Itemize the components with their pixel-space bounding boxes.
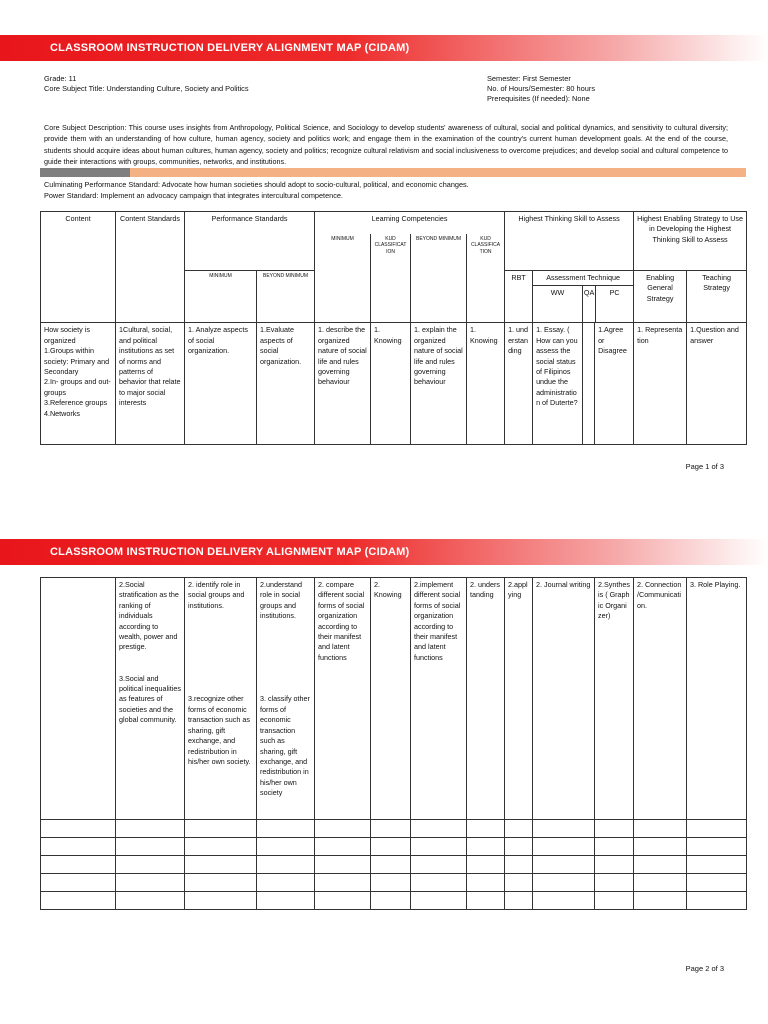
cell-lc-min-kud: 1. Knowing — [371, 323, 411, 445]
cell-content: How society is organized 1.Groups within society: Primary and Secondary 2.In- groups and out- groups 3.Reference groups 4.Networks — [41, 323, 116, 445]
header-lc-kud-1: KUD CLASSIFICATION — [371, 234, 411, 323]
divider-grey — [40, 168, 130, 177]
header-rbt: RBT — [505, 271, 533, 323]
empty-row — [41, 874, 747, 892]
cell-lc-beyond: 2.implement different social forms of social organization according to their manifest and latent functions — [411, 578, 467, 820]
cell-lc-beyond-kud: 2. understanding — [467, 578, 505, 820]
cell-pc: 1.Agree or Disagree — [595, 323, 634, 445]
page-number-2: Page 2 of 3 — [685, 964, 724, 973]
table-row — [41, 578, 747, 820]
header-ww: WW — [533, 286, 583, 322]
table-row — [41, 323, 747, 445]
cell-lc-beyond-kud: 1. Knowing — [467, 323, 505, 445]
cidam-banner: CLASSROOM INSTRUCTION DELIVERY ALIGNMENT MAP (CIDAM) — [0, 35, 768, 61]
header-content: Content — [41, 212, 116, 323]
empty-row — [41, 820, 747, 838]
header-perf-beyond: BEYOND MINIMUM — [257, 271, 315, 323]
grade-label: Grade: 11 — [44, 74, 77, 83]
header-learning-competencies: Learning Competencies — [315, 212, 505, 234]
cell-perf-min: 2. identify role in social groups and institutions. 3.recognize other forms of economic transaction such as sharing, gift exchange, and redistribution in his/her own society. — [185, 578, 257, 820]
cell-rbt: 1. understanding — [505, 323, 533, 445]
cell-rbt: 2.applying — [505, 578, 533, 820]
header-highest-thinking: Highest Thinking Skill to Assess — [505, 212, 634, 271]
header-assessment-technique — [533, 271, 634, 323]
header-qa: QA — [583, 286, 596, 322]
cidam-table-page2 — [40, 577, 747, 910]
assessment-subheaders — [533, 286, 633, 322]
cell-perf-beyond: 2.understand role in social groups and institutions. 3. classify other forms of economic transaction such as sharing, gift exchange, and redistribution in his/her own society — [257, 578, 315, 820]
culminating-standard: Culminating Performance Standard: Advocate how human societies should adopt to socio-cultural, political, and economic changes. — [44, 180, 469, 189]
cell-enabling: 1. Representation — [634, 323, 687, 445]
assessment-technique-label: Assessment Technique — [533, 271, 633, 286]
header-lc-beyond: BEYOND MINIMUM — [411, 234, 467, 323]
semester-label: Semester: First Semester — [487, 74, 571, 83]
cell-perf-beyond: 1.Evaluate aspects of social organization. — [257, 323, 315, 445]
cell-lc-min-kud: 2. Knowing — [371, 578, 411, 820]
cell-ww: 1. Essay. ( How can you assess the social status of Filipinos undue the administration of Duterte? — [533, 323, 583, 445]
header-left — [44, 74, 249, 94]
header-lc-kud-2: KUD CLASSIFICATION — [467, 234, 505, 323]
cell-ww: 2. Journal writing — [533, 578, 595, 820]
cell-content-standard: 1Cultural, social, and political institutions as set of norms and patterns of behavior that relate to major social interests — [116, 323, 185, 445]
cell-perf-min: 1. Analyze aspects of social organization. — [185, 323, 257, 445]
cell-lc-beyond: 1. explain the organized nature of social life and rules governing behaviour — [411, 323, 467, 445]
cell-teaching: 3. Role Playing. — [687, 578, 747, 820]
page-number-1: Page 1 of 3 — [685, 462, 724, 471]
core-subject-description: Core Subject Description: This course uses insights from Anthropology, Political Science, and Sociology to develop students' awareness of cultural, social and political dynamics, and sensitivity to cultural diversity; provide them with an understanding of how culture, human agency, society and politics work; and engage them in the examination of the country's current human development goals. At the end of the course, students should acquire ideas about human cultures, human agency, society and politics; recognize cultural relativism and social inclusiveness to overcome prejudices; and develop social and cultural competence to guide their interactions with groups, communities, networks, and institutions. — [44, 123, 728, 167]
cell-lc-min: 2. compare different social forms of social organization according to their manifest and latent functions — [315, 578, 371, 820]
header-right — [487, 74, 595, 104]
cell-content-standard: 2.Social stratification as the ranking of individuals according to wealth, power and prestige. 3.Social and political inequalities as features of societies and the global community. — [116, 578, 185, 820]
empty-row — [41, 856, 747, 874]
hours-label: No. of Hours/Semester: 80 hours — [487, 84, 596, 93]
cell-qa — [583, 323, 595, 445]
cidam-table-page1 — [40, 211, 747, 445]
header-lc-minimum: MINIMUM — [315, 234, 371, 323]
cell-pc: 2.Synthesis ( Graphic Organizer) — [595, 578, 634, 820]
header-enabling-general: Enabling General Strategy — [634, 271, 687, 323]
header-pc: PC — [609, 288, 620, 298]
cell-content — [41, 578, 116, 820]
cidam-banner-page2: CLASSROOM INSTRUCTION DELIVERY ALIGNMENT MAP (CIDAM) — [0, 539, 768, 565]
header-highest-enabling: Highest Enabling Strategy to Use in Developing the Highest Thinking Skill to Assess — [634, 212, 747, 271]
empty-row — [41, 838, 747, 856]
core-subject-title: Core Subject Title: Understanding Culture, Society and Politics — [44, 84, 249, 93]
header-perf-minimum: MINIMUM — [185, 271, 257, 323]
prerequisites-label: Prerequisites (If needed): None — [487, 94, 590, 103]
cell-teaching: 1.Question and answer — [687, 323, 747, 445]
header-performance-standards: Performance Standards — [185, 212, 315, 271]
empty-row — [41, 892, 747, 910]
cell-lc-min: 1. describe the organized nature of social life and rules governing behaviour — [315, 323, 371, 445]
power-standard: Power Standard: Implement an advocacy campaign that integrates intercultural competence. — [44, 191, 343, 200]
divider-peach — [130, 168, 746, 177]
cell-enabling: 2. Connection /Communication. — [634, 578, 687, 820]
header-teaching-strategy: Teaching Strategy — [687, 271, 747, 323]
header-content-standards: Content Standards — [116, 212, 185, 323]
